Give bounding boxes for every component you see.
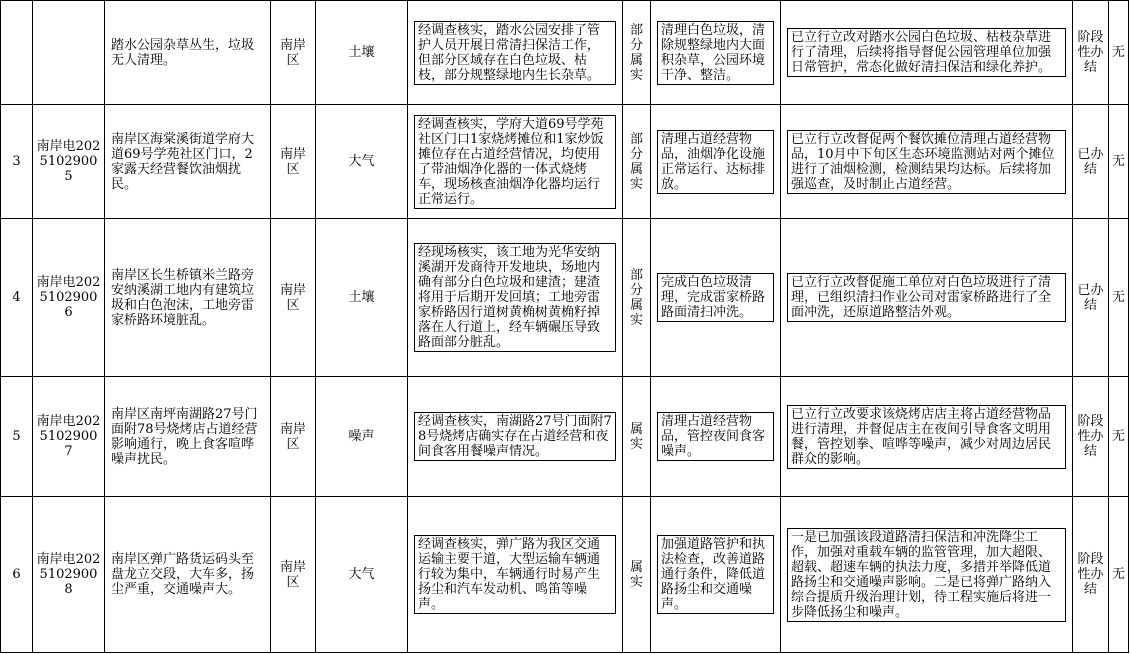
accountability: 无 [1109,497,1129,653]
investigation-result: 经调查核实，弹广路为我区交通运输主要干道，大型运输车辆通行较为集中，车辆通行时易产生扬尘和汽车发动机、鸣笛等噪声。 [408,497,623,653]
pollution-type: 大气 [316,497,408,653]
pollution-type: 噪声 [316,377,408,497]
row-number [1,1,33,105]
handling-result: 已立行立改督促施工单位对白色垃圾进行了清理，已组织清扫作业公司对雷家桥路进行了全面冲洗，还原道路整洁外观。 [781,219,1073,377]
district: 南岸区 [271,377,316,497]
handling-result: 已立行立改督促两个餐饮摊位清理占道经营物品，10月中下旬区生态环境监测站对两个摊位进行了油烟检测，检测结果均达标。后续将加强巡查，及时制止占道经营。 [781,105,1073,219]
pollution-type: 土壤 [316,219,408,377]
case-id: 南岸电20251029008 [33,497,105,653]
investigation-result: 经调查核实，踏水公园安排了管护人员开展日常清扫保洁工作，但部分区域存在白色垃圾、枯枝，部分规整绿地内生长杂草。 [408,1,623,105]
verdict: 属实 [623,497,651,653]
district: 南岸区 [271,1,316,105]
pollution-type: 土壤 [316,1,408,105]
complaint-content: 南岸区长生桥镇米兰路旁安纳溪湖工地内有建筑垃圾和白色泡沫，工地旁雷家桥路环境脏乱。 [105,219,271,377]
rectification-measures: 清理白色垃圾，清除规整绿地内大面积杂草，公园环境干净、整洁。 [651,1,781,105]
row-number: 3 [1,105,33,219]
verdict: 部分属实 [623,1,651,105]
verdict: 部分属实 [623,219,651,377]
row-number: 6 [1,497,33,653]
case-status: 已办结 [1073,105,1109,219]
complaint-content: 南岸区南坪南湖路27号门面附78号烧烤店占道经营影响通行，晚上食客喧哗噪声扰民。 [105,377,271,497]
complaint-content: 南岸区弹广路货运码头至盘龙立交段，大车多，扬尘严重，交通噪声大。 [105,497,271,653]
pollution-type: 大气 [316,105,408,219]
complaint-content: 南岸区海棠溪街道学府大道69号学苑社区门口，2家露天经营餐饮油烟扰民。 [105,105,271,219]
district: 南岸区 [271,497,316,653]
case-status: 阶段性办结 [1073,377,1109,497]
row-number: 5 [1,377,33,497]
case-id [33,1,105,105]
case-status: 阶段性办结 [1073,497,1109,653]
district: 南岸区 [271,105,316,219]
investigation-result: 经调查核实，学府大道69号学苑社区门口1家烧烤摊位和1家炒饭摊位存在占道经营情况，均使用了带油烟净化器的一体式烧烤车，现场核查油烟净化器均运行正常运行。 [408,105,623,219]
table-row [1,1,1129,105]
table-row [1,377,1129,497]
rectification-measures: 清理占道经营物品，管控夜间食客噪声。 [651,377,781,497]
table-row [1,105,1129,219]
rectification-measures: 清理占道经营物品，油烟净化设施正常运行、达标排放。 [651,105,781,219]
handling-result: 已立行立改要求该烧烤店店主将占道经营物品进行清理，并督促店主在夜间引导食客文明用餐，管控划拳、喧哗等噪声，减少对周边居民群众的影响。 [781,377,1073,497]
case-id: 南岸电20251029007 [33,377,105,497]
verdict: 属实 [623,377,651,497]
case-status: 已办结 [1073,219,1109,377]
complaint-content: 踏水公园杂草丛生，垃圾无人清理。 [105,1,271,105]
handling-result: 一是已加强该段道路清扫保洁和冲洗降尘工作，加强对重载车辆的监管管理，加大超限、超载、超速车辆的执法力度，多措并举降低道路扬尘和交通噪声影响。二是已将弹广路纳入综合提质升级治理计划，待工程实施后将进一步降低扬尘和噪声。 [781,497,1073,653]
case-status: 阶段性办结 [1073,1,1109,105]
investigation-result: 经调查核实，南湖路27号门面附78号烧烤店确实存在占道经营和夜间食客用餐噪声情况。 [408,377,623,497]
accountability: 无 [1109,105,1129,219]
rectification-measures: 完成白色垃圾清理，完成雷家桥路路面清扫冲洗。 [651,219,781,377]
investigation-result: 经现场核实，该工地为光华安纳溪湖开发商待开发地块，场地内确有部分白色垃圾和建渣；建渣将用于后期开发回填；工地旁雷家桥路因行道树黄桷树黄桷籽掉落在人行道上，经车辆碾压导致路面部分脏乱。 [408,219,623,377]
row-number: 4 [1,219,33,377]
accountability: 无 [1109,1,1129,105]
accountability: 无 [1109,377,1129,497]
verdict: 部分属实 [623,105,651,219]
case-id: 南岸电20251029006 [33,219,105,377]
district: 南岸区 [271,219,316,377]
handling-result: 已立行立改对踏水公园白色垃圾、枯枝杂草进行了清理，后续将指导督促公园管理单位加强日常管护，常态化做好清扫保洁和绿化养护。 [781,1,1073,105]
rectification-measures: 加强道路管护和执法检查，改善道路通行条件，降低道路扬尘和交通噪声。 [651,497,781,653]
table-row [1,219,1129,377]
accountability: 无 [1109,219,1129,377]
case-id: 南岸电20251029005 [33,105,105,219]
table-row [1,497,1129,653]
